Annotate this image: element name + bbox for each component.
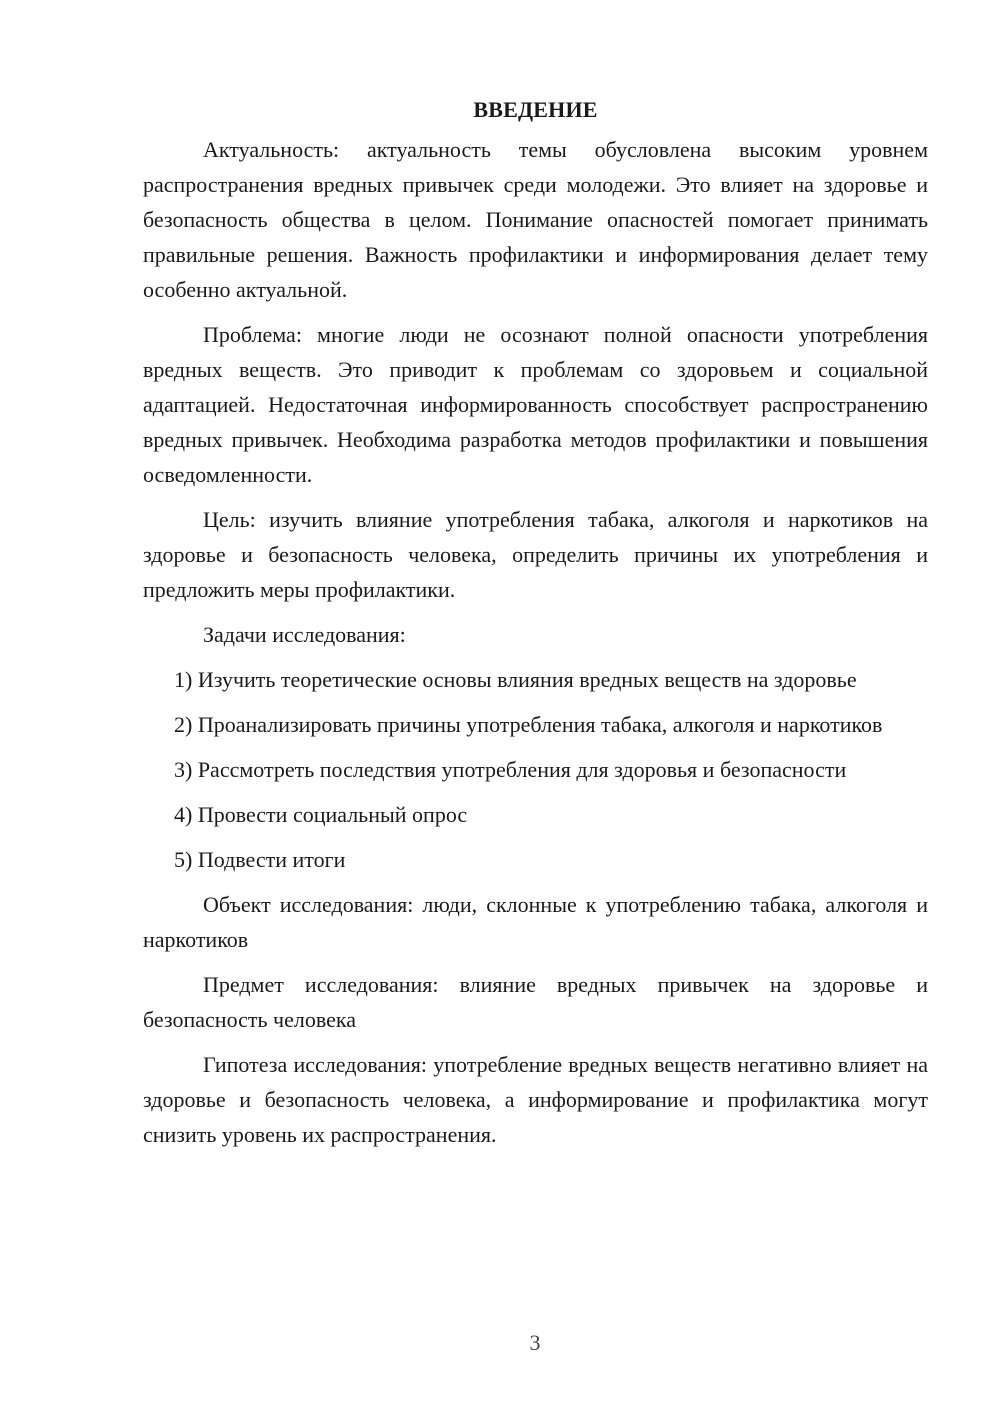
task-item-3: 3) Рассмотреть последствия употребления для здоровья и безопасности — [174, 757, 847, 782]
problem-paragraph: Проблема: многие люди не осознают полной опасности употребления вредных веществ. Это приводит к проблемам со здоровьем и социальной адаптацией. Недостаточная информированность способствует распространению вредных привычек. Необходима разработка методов профилактики и повышения осведомленности. — [143, 322, 928, 487]
task-item-5: 5) Подвести итоги — [174, 847, 346, 872]
task-item-4: 4) Провести социальный опрос — [174, 802, 468, 827]
relevance-paragraph: Актуальность: актуальность темы обусловлена высоким уровнем распространения вредных привычек среди молодежи. Это влияет на здоровье и безопасность общества в целом. Понимание опасностей помогает принимать правильные решения. Важность профилактики и информирования делает тему особенно актуальной. — [143, 137, 928, 302]
page-number: 3 — [529, 1330, 541, 1355]
task-item-1: 1) Изучить теоретические основы влияния вредных веществ на здоровье — [174, 667, 857, 692]
hypothesis-paragraph: Гипотеза исследования: употребление вредных веществ негативно влияет на здоровье и безопасность человека, а информирование и профилактика могут снизить уровень их распространения. — [143, 1052, 928, 1147]
subject-paragraph: Предмет исследования: влияние вредных привычек на здоровье и безопасность человека — [143, 972, 928, 1032]
object-paragraph: Объект исследования: люди, склонные к употреблению табака, алкоголя и наркотиков — [143, 892, 928, 952]
goal-paragraph: Цель: изучить влияние употребления табака, алкоголя и наркотиков на здоровье и безопасность человека, определить причины их употребления и предложить меры профилактики. — [143, 507, 928, 602]
page-content — [143, 92, 928, 1162]
section-title: ВВЕДЕНИЕ — [473, 97, 598, 122]
tasks-heading: Задачи исследования: — [203, 622, 406, 647]
task-item-2: 2) Проанализировать причины употребления табака, алкоголя и наркотиков — [174, 712, 883, 737]
